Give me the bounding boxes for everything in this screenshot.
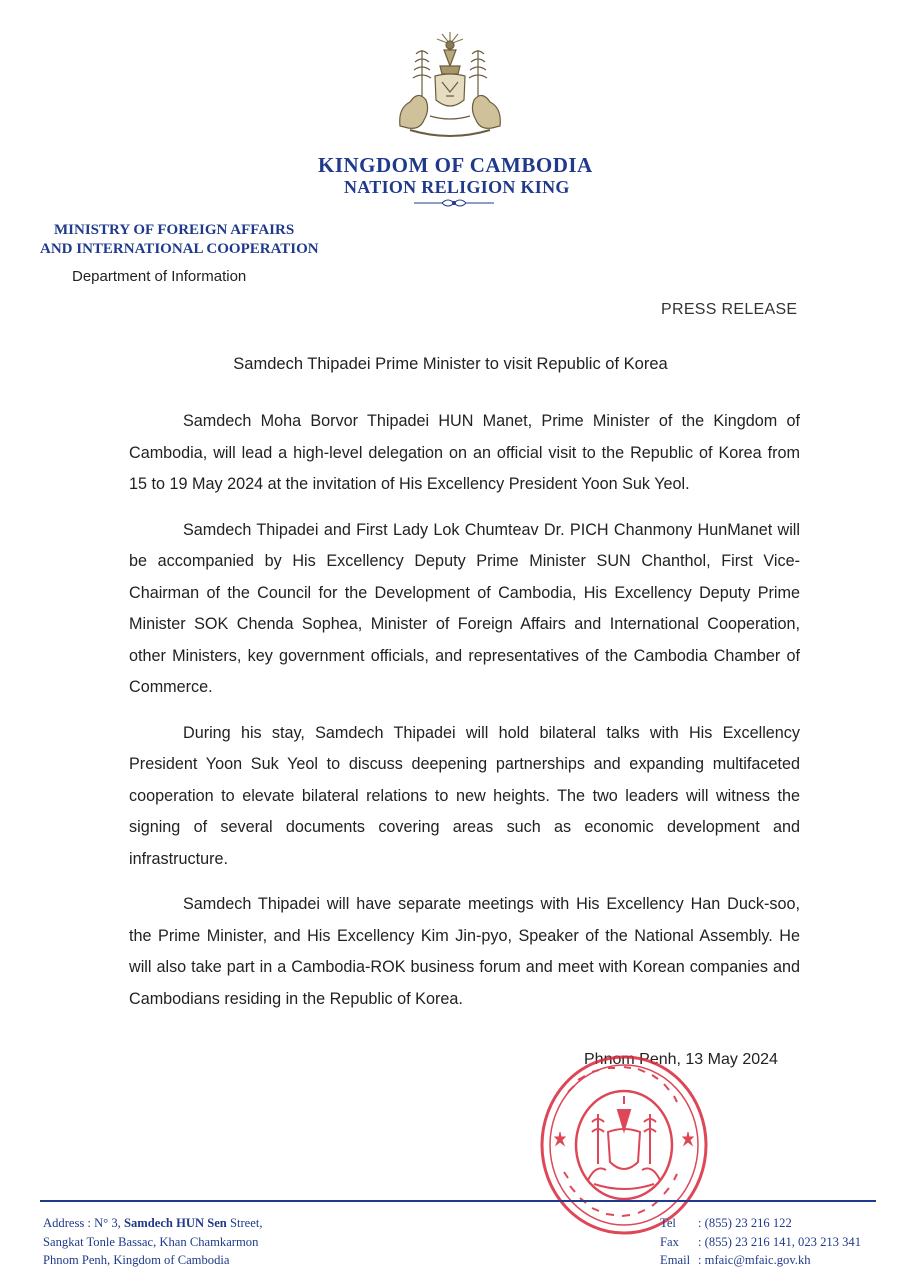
department-name: Department of Information: [72, 268, 247, 285]
royal-coat-of-arms-emblem: [390, 30, 510, 142]
kingdom-title: KINGDOM OF CAMBODIA: [318, 153, 593, 177]
address-street-name: Samdech HUN Sen: [123, 1216, 227, 1230]
paragraph: Samdech Thipadei and First Lady Lok Chumteav Dr. PICH Chanmony HunManet will be accompanied by His Excellency Deputy Prime Minister SUN Chanthol, First Vice-Chairman of the Council for the Development of Cambodia, His Excellency Deputy Prime Minister SOK Chenda Sophea, Minister of Foreign Affairs and International Cooperation, other Ministers, key government officials, and representatives of the Cambodia Chamber of Commerce.: [129, 520, 800, 696]
address-street-suffix: Street,: [226, 1216, 263, 1230]
ministry-name: [40, 221, 319, 259]
tel-value: : (855) 23 216 122: [698, 1216, 792, 1230]
email-label: Email: [660, 1253, 691, 1267]
divider-ornament: [412, 196, 496, 210]
fax-row: [660, 1233, 861, 1252]
footer-contact: [660, 1214, 861, 1270]
official-ministry-seal: [538, 1052, 710, 1238]
address-line-1: [43, 1214, 263, 1233]
email-value: : mfaic@mfaic.gov.kh: [698, 1253, 811, 1267]
press-release-headline: Samdech Thipadei Prime Minister to visit Republic of Korea: [233, 355, 668, 373]
fax-label: Fax: [660, 1234, 679, 1249]
dateline: Phnom Penh, 13 May 2024: [584, 1051, 778, 1068]
paragraph: Samdech Moha Borvor Thipadei HUN Manet, Prime Minister of the Kingdom of Cambodia, will lead a high-level delegation on an official visit to the Republic of Korea from 15 to 19 May 2024 at the invitation of His Excellency President Yoon Suk Yeol.: [129, 412, 800, 493]
address-line-2: Sangkat Tonle Bassac, Khan Chamkarmon: [43, 1234, 259, 1249]
email-row: [660, 1251, 861, 1270]
address-label: Address : N° 3,: [43, 1216, 124, 1230]
document-type: PRESS RELEASE: [661, 301, 798, 318]
telephone-row: [660, 1214, 861, 1233]
footer-divider: [40, 1200, 876, 1202]
ministry-line-2: AND INTERNATIONAL COOPERATION: [40, 241, 319, 257]
address-line-3: Phnom Penh, Kingdom of Cambodia: [43, 1253, 230, 1267]
tel-label: Tel: [660, 1216, 676, 1230]
paragraph: Samdech Thipadei will have separate meetings with His Excellency Han Duck-soo, the Prime Minister, and His Excellency Kim Jin-pyo, Speaker of the National Assembly. He will also take part in a Cambodia-ROK business forum and meet with Korean companies and Cambodians residing in the Republic of Korea.: [129, 895, 800, 1008]
national-motto: NATION RELIGION KING: [344, 177, 570, 197]
press-release-body: [129, 406, 800, 1029]
paragraph: During his stay, Samdech Thipadei will hold bilateral talks with His Excellency President Yoon Suk Yeol to discuss deepening partnerships and expanding multifaceted cooperation to elevate bilateral relations to new heights. The two leaders will witness the signing of several documents covering areas such as economic development and infrastructure.: [129, 723, 800, 868]
ministry-line-1: MINISTRY OF FOREIGN AFFAIRS: [54, 222, 295, 238]
fax-value: : (855) 23 216 141, 023 213 341: [698, 1234, 862, 1249]
footer-address: [43, 1214, 263, 1270]
